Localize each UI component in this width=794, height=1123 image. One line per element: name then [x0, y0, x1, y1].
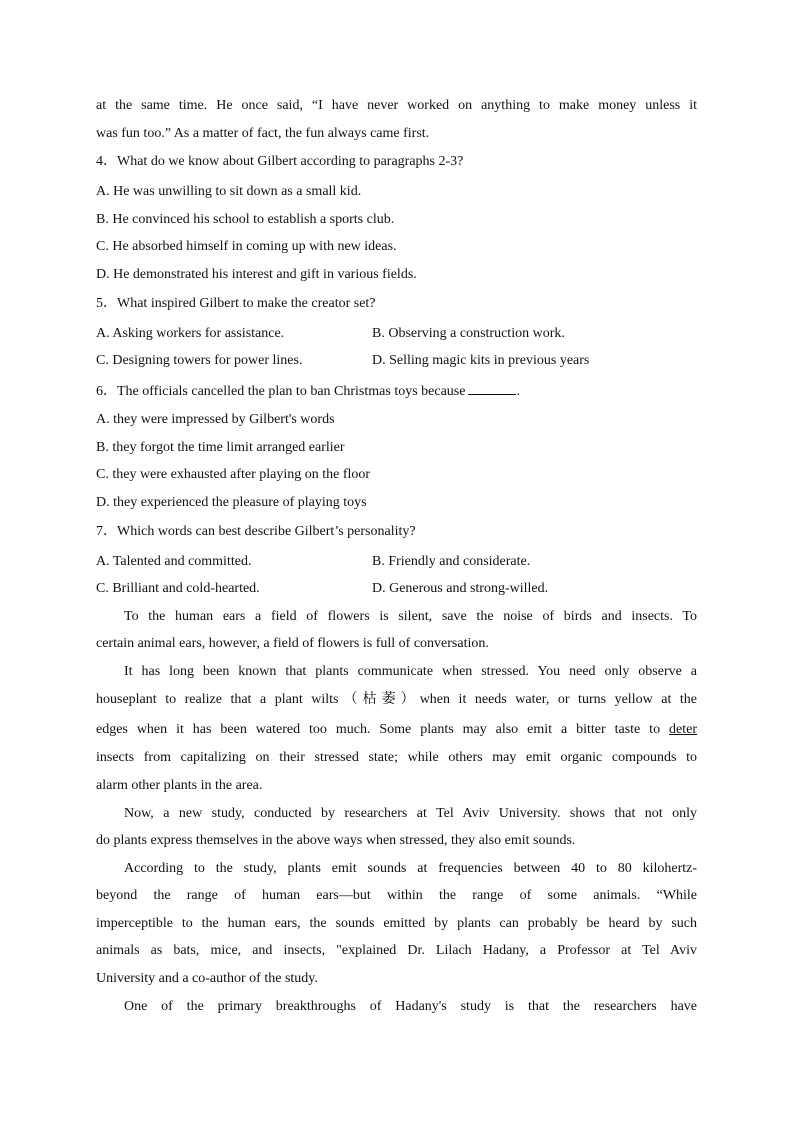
option-a: A. they were impressed by Gilbert's words [96, 412, 335, 427]
answer-blank [468, 381, 516, 395]
paragraph-1-line-2: certain animal ears, however, a field of flowers is full of conversation. [96, 636, 489, 651]
passage-a-line-2: was fun too.” As a matter of fact, the fun always came first. [96, 126, 430, 141]
option-d: D. they experienced the pleasure of playing toys [96, 495, 367, 510]
question-stem: 5．What inspired Gilbert to make the creator set? [96, 296, 376, 311]
paragraph-4-line-3: imperceptible to the human ears, the sounds emitted by plants can probably be heard by such [96, 916, 697, 931]
passage-a-line-1: at the same time. He once said, “I have never worked on anything to make money unless it [96, 98, 697, 113]
option-c: C. Brilliant and cold-hearted. [96, 581, 260, 596]
paragraph-2-line-2: houseplant to realize that a plant wilts（枯萎）when it needs water, or turns yellow at the [96, 692, 697, 707]
question-stem: 6．The officials cancelled the plan to ban Christmas toys because [96, 384, 466, 399]
paragraph-4-line-1: According to the study, plants emit sounds at frequencies between 40 to 80 kilohertz- [124, 861, 697, 876]
option-b: B. they forgot the time limit arranged earlier [96, 440, 345, 455]
option-d: D. Generous and strong-willed. [372, 581, 549, 596]
paragraph-2-line-3-text: edges when it has been watered too much. Some plants may also emit a bitter taste to [96, 722, 661, 737]
paragraph-2-line-1: It has long been known that plants communicate when stressed. You need only observe a [124, 664, 697, 679]
option-b: B. Observing a construction work. [372, 326, 565, 341]
question-stem: 4．What do we know about Gilbert according to paragraphs 2-3? [96, 154, 464, 169]
option-d: D. Selling magic kits in previous years [372, 353, 590, 368]
paragraph-1-line-1: To the human ears a field of flowers is silent, save the noise of birds and insects. To [124, 609, 697, 624]
paragraph-4-line-2: beyond the range of human ears—but within the range of some animals. “While [96, 888, 697, 903]
paragraph-4-line-5: University and a co-author of the study. [96, 971, 318, 986]
question-stem-end: . [516, 384, 520, 399]
paragraph-3-line-1: Now, a new study, conducted by researchers at Tel Aviv University. shows that not only [124, 806, 697, 821]
option-a: A. Talented and committed. [96, 554, 252, 569]
paragraph-2-line-5: alarm other plants in the area. [96, 778, 263, 793]
option-a: A. He was unwilling to sit down as a small kid. [96, 184, 362, 199]
question-stem-line [96, 381, 697, 401]
paragraph-4-line-4: animals as bats, mice, and insects, "explained Dr. Lilach Hadany, a Professor at Tel Aviv [96, 943, 697, 958]
paragraph-5-line-1: One of the primary breakthroughs of Hadany's study is that the researchers have [124, 999, 697, 1014]
option-c: C. Designing towers for power lines. [96, 353, 303, 368]
option-a: A. Asking workers for assistance. [96, 326, 285, 341]
paragraph-3-line-2: do plants express themselves in the above ways when stressed, they also emit sounds. [96, 833, 576, 848]
option-c: C. He absorbed himself in coming up with new ideas. [96, 239, 397, 254]
option-b: B. Friendly and considerate. [372, 554, 531, 569]
paragraph-2-line-3 [96, 721, 697, 739]
option-b: B. He convinced his school to establish a sports club. [96, 212, 395, 227]
option-d: D. He demonstrated his interest and gift in various fields. [96, 267, 417, 282]
question-stem: 7．Which words can best describe Gilbert’s personality? [96, 524, 416, 539]
option-c: C. they were exhausted after playing on the floor [96, 467, 371, 482]
underlined-word: deter [669, 722, 698, 737]
paragraph-2-line-4: insects from capitalizing on their stressed state; while others may emit organic compounds to [96, 750, 697, 765]
